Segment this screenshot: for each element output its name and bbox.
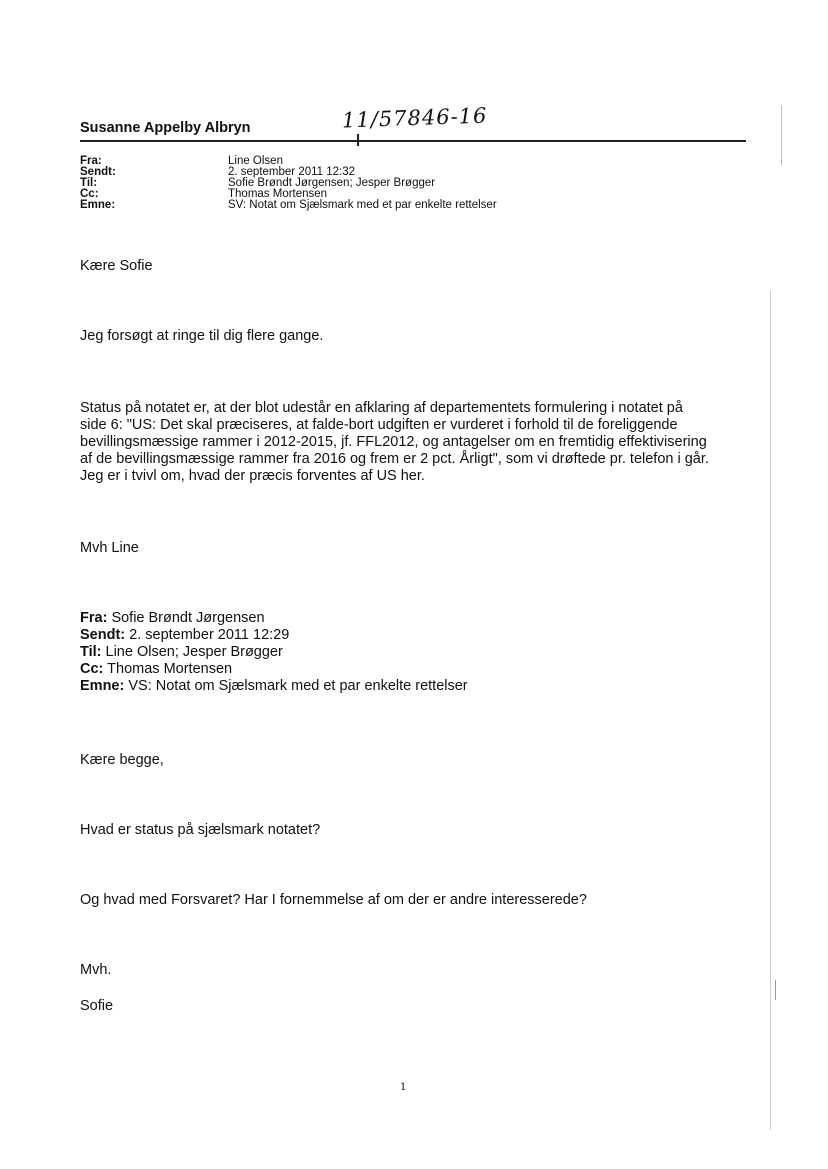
scan-edge-line [770,290,771,1130]
header-label-subject: Emne: [80,199,116,211]
header-value-subject: SV: Notat om Sjælsmark med et par enkelte rettelser [228,199,497,211]
forwarded-subject-value: VS: Notat om Sjælsmark med et par enkelte rettelser [128,678,468,694]
forwarded-subject [80,678,468,695]
forwarded-sent-value: 2. september 2011 12:29 [129,627,290,643]
status-line: Status på notatet er, at der blot udestår en afklaring af departementets formulering i notatet på [80,400,683,416]
status-line: af de bevillingsmæssige rammer fra 2016 og frem er 2 pct. Årligt", som vi drøftede pr. telefon i går. [80,451,709,467]
header-value-cc: Thomas Mortensen [228,188,328,200]
greeting: Kære Sofie [80,258,153,274]
forwarded-cc [80,661,232,678]
forwarded-sent-label: Sendt: [80,627,126,643]
header-label-cc: Cc: [80,188,99,200]
forwarded-cc-value: Thomas Mortensen [107,661,233,677]
page-number: 1 [400,1082,407,1093]
forwarded-signoff: Mvh. [80,962,112,978]
forwarded-sent [80,627,289,644]
mailbox-owner-name: Susanne Appelby Albryn [80,120,251,136]
header-label-to: Til: [80,177,98,189]
header-value-to: Sofie Brøndt Jørgensen; Jesper Brøgger [228,177,436,189]
forwarded-cc-label: Cc: [80,661,104,677]
header-rule [80,140,746,142]
forwarded-subject-label: Emne: [80,678,125,694]
question-status: Hvad er status på sjælsmark notatet? [80,822,321,838]
forwarded-signature-name: Sofie [80,998,114,1014]
header-label-from: Fra: [80,155,102,167]
forwarded-from-value: Sofie Brøndt Jørgensen [111,610,265,626]
signoff: Mvh Line [80,540,139,556]
status-line: Jeg er i tvivl om, hvad der præcis forventes af US her. [80,468,425,484]
handwritten-reference: 11/57846-16 [341,103,488,133]
forwarded-to-label: Til: [80,644,102,660]
forwarded-to [80,644,283,661]
scan-edge-mark [775,980,776,1000]
forwarded-from [80,610,265,627]
header-label-sent: Sendt: [80,166,116,178]
forwarded-greeting: Kære begge, [80,752,164,768]
paragraph-call-attempt: Jeg forsøgt at ringe til dig flere gange. [80,328,324,344]
status-line: bevillingsmæssige rammer i 2012-2015, jf. FFL2012, og antagelser om en fremtidig effektivisering [80,434,707,450]
paragraph-status [80,400,760,485]
header-value-from: Line Olsen [228,155,283,167]
question-forsvaret: Og hvad med Forsvaret? Har I fornemmelse af om der er andre interesserede? [80,892,587,908]
forwarded-from-label: Fra: [80,610,108,626]
scan-edge-line-top [781,105,782,165]
header-value-sent: 2. september 2011 12:32 [228,166,356,178]
status-line: side 6: "US: Det skal præciseres, at falde-bort udgiften er vurderet i forhold til de foreliggende [80,417,678,433]
forwarded-to-value: Line Olsen; Jesper Brøgger [105,644,283,660]
